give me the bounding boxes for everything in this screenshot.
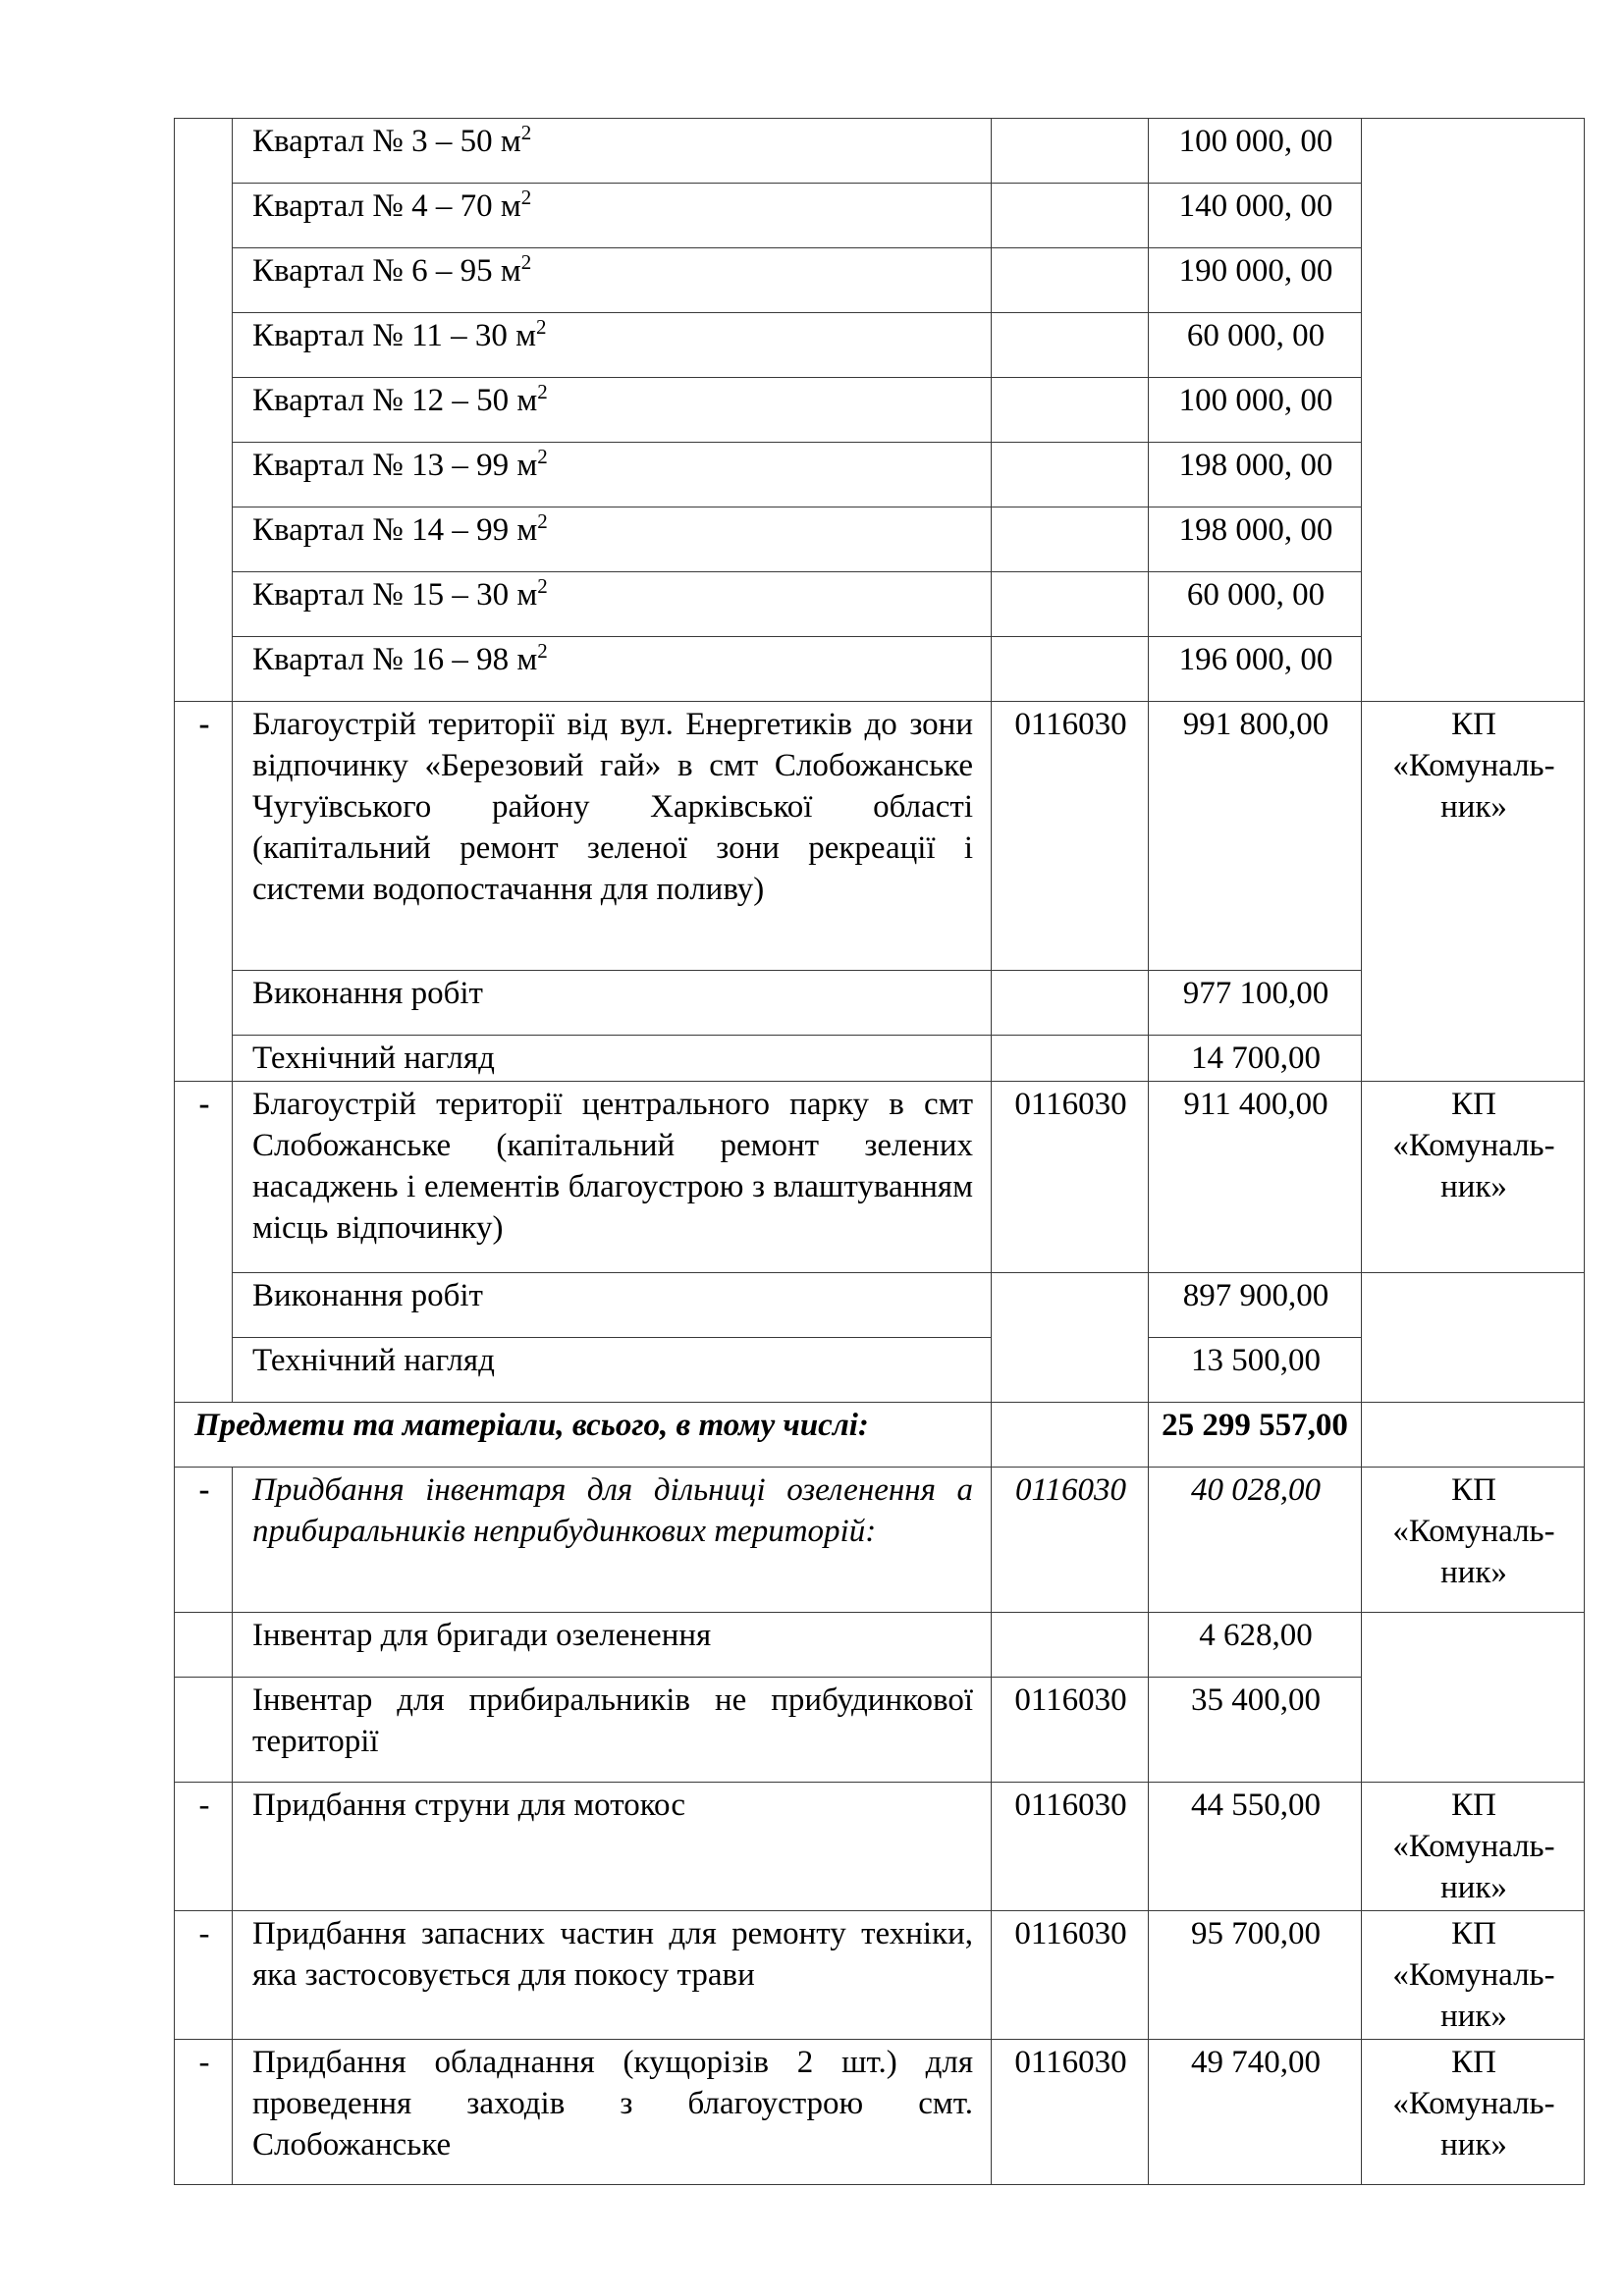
item-description: Придбання струни для мотокос [233,1783,992,1911]
dash-cell [175,1613,233,1678]
code-cell [992,443,1149,507]
row-label: Квартал № 14 – 99 $м^2$ [233,507,992,572]
amount-cell: 14 700,00 [1149,1036,1362,1082]
code-cell [992,119,1149,184]
item-description: Придбання запасних частин для ремонту техніки, яка застосовується для покосу трави [233,1911,992,2040]
org-cell: КП «Комуналь-ник» [1362,2040,1585,2185]
code-cell [992,1613,1149,1678]
amount-cell: 95 700,00 [1149,1911,1362,2040]
dash-cell: - [175,702,233,1082]
budget-table [174,118,1585,2185]
table-row [175,1403,1585,1468]
code-cell [992,572,1149,637]
table-row [175,1468,1585,1613]
org-cell [1362,1613,1585,1783]
table-row [175,1613,1585,1678]
org-cell: КП «Комуналь-ник» [1362,1783,1585,1911]
item-description: Придбання обладнання (кущорізів 2 шт.) для проведення заходів з благоустрою смт. Слобожанське [233,2040,992,2185]
row-label: Квартал № 11 – 30 $м^2$ [233,313,992,378]
row-label: Інвентар для прибиральників не прибудинкової території [233,1678,992,1783]
dash-cell [175,119,233,702]
amount-cell: 198 000, 00 [1149,443,1362,507]
code-cell [992,1403,1149,1468]
row-label: Квартал № 13 – 99 $м^2$ [233,443,992,507]
row-label: Квартал № 6 – 95 $м^2$ [233,248,992,313]
code-cell: 0116030 [992,702,1149,971]
code-cell: 0116030 [992,1678,1149,1783]
table-row [175,1911,1585,2040]
org-cell [1362,119,1585,702]
code-cell [992,971,1149,1036]
row-label: Квартал № 16 – 98 $м^2$ [233,637,992,702]
amount-cell: 35 400,00 [1149,1678,1362,1783]
org-cell [1362,1403,1585,1468]
amount-cell: 49 740,00 [1149,2040,1362,2185]
row-label: Технічний нагляд [233,1036,992,1082]
amount-cell: 13 500,00 [1149,1338,1362,1403]
org-cell: КП «Комуналь-ник» [1362,1468,1585,1613]
code-cell: 0116030 [992,1082,1149,1273]
amount-cell: 911 400,00 [1149,1082,1362,1273]
code-cell [992,1273,1149,1403]
item-description: Придбання інвентаря для дільниці озеленення а прибиральників неприбудинкових територій: [233,1468,992,1613]
amount-cell: 100 000, 00 [1149,119,1362,184]
amount-cell: 100 000, 00 [1149,378,1362,443]
table-row [175,1273,1585,1338]
dash-cell: - [175,1911,233,2040]
code-cell [992,1036,1149,1082]
code-cell [992,378,1149,443]
row-label: Квартал № 12 – 50 $м^2$ [233,378,992,443]
item-description: Благоустрій території від вул. Енергетиків до зони відпочинку «Березовий гай» в смт Слобожанське Чугуївського району Харківської області (капітальний ремонт зеленої зони рекреації і системи водопостачання для поливу) [233,702,992,971]
row-label: Технічний нагляд [233,1338,992,1403]
code-cell [992,313,1149,378]
section-total-label: Предмети та матеріали, всього, в тому числі: [175,1403,992,1468]
row-label: Квартал № 15 – 30 $м^2$ [233,572,992,637]
amount-cell: 198 000, 00 [1149,507,1362,572]
table-row [175,1783,1585,1911]
amount-cell: 40 028,00 [1149,1468,1362,1613]
table-row [175,702,1585,971]
code-cell: 0116030 [992,1911,1149,2040]
amount-cell: 991 800,00 [1149,702,1362,971]
dash-cell [175,1678,233,1783]
amount-cell: 190 000, 00 [1149,248,1362,313]
code-cell [992,637,1149,702]
amount-cell: 196 000, 00 [1149,637,1362,702]
amount-cell: 44 550,00 [1149,1783,1362,1911]
amount-cell: 897 900,00 [1149,1273,1362,1338]
org-cell: КП «Комуналь-ник» [1362,1911,1585,2040]
code-cell [992,507,1149,572]
code-cell [992,248,1149,313]
dash-cell: - [175,1783,233,1911]
row-label: Інвентар для бригади озеленення [233,1613,992,1678]
table-row [175,119,1585,184]
item-description: Благоустрій території центрального парку в смт Слобожанське (капітальний ремонт зелених насаджень і елементів благоустрою з влаштуванням місць відпочинку) [233,1082,992,1273]
section-total-amount: 25 299 557,00 [1149,1403,1362,1468]
row-label: Виконання робіт [233,1273,992,1338]
amount-cell: 4 628,00 [1149,1613,1362,1678]
table-row [175,2040,1585,2185]
table-row [175,1082,1585,1273]
dash-cell: - [175,2040,233,2185]
code-cell: 0116030 [992,1783,1149,1911]
dash-cell: - [175,1468,233,1613]
row-label: Квартал № 3 – 50 $м^2$ [233,119,992,184]
code-cell: 0116030 [992,1468,1149,1613]
amount-cell: 977 100,00 [1149,971,1362,1036]
org-cell: КП «Комуналь-ник» [1362,1082,1585,1273]
amount-cell: 60 000, 00 [1149,313,1362,378]
org-cell [1362,1273,1585,1403]
org-cell: КП «Комуналь-ник» [1362,702,1585,1082]
row-label: Квартал № 4 – 70 $м^2$ [233,184,992,248]
amount-cell: 60 000, 00 [1149,572,1362,637]
code-cell [992,184,1149,248]
row-label: Виконання робіт [233,971,992,1036]
dash-cell: - [175,1082,233,1403]
amount-cell: 140 000, 00 [1149,184,1362,248]
code-cell: 0116030 [992,2040,1149,2185]
